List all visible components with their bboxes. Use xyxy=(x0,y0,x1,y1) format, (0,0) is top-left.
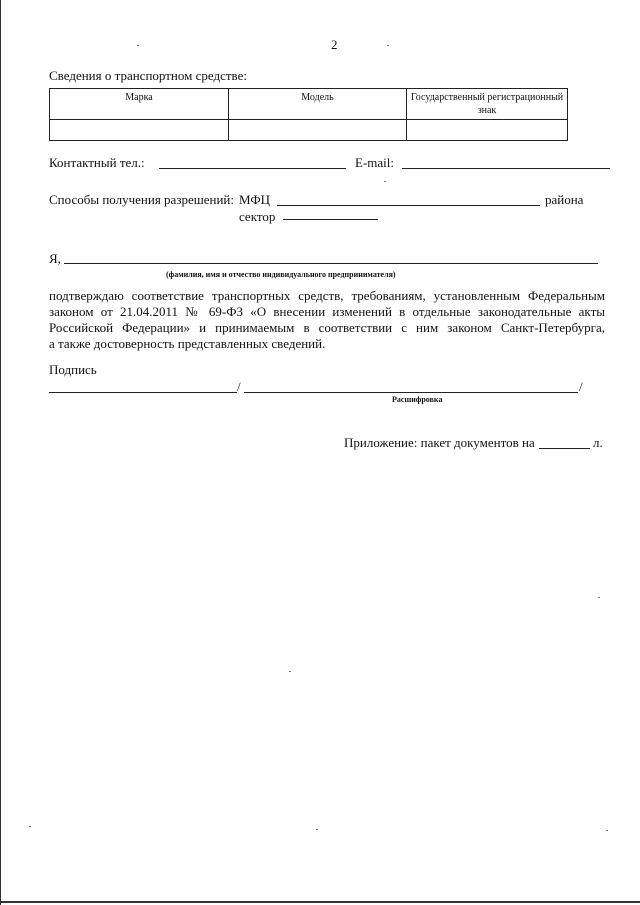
scan-speck xyxy=(598,597,600,598)
email-field-line[interactable] xyxy=(402,168,610,169)
vehicle-table-row xyxy=(50,120,568,141)
sector-field-line[interactable] xyxy=(283,219,378,220)
name-caption: (фамилия, имя и отчество индивидуального предпринимателя) xyxy=(166,270,396,279)
declarant-name-line[interactable] xyxy=(64,263,598,264)
column-model: Модель xyxy=(229,89,407,120)
phone-label: Контактный тел.: xyxy=(49,155,145,170)
attachment-text: Приложение: пакет документов на xyxy=(344,435,535,450)
scan-speck xyxy=(387,45,389,46)
mfc-label: МФЦ xyxy=(239,192,271,207)
registration-plate-cell[interactable] xyxy=(407,120,568,141)
statement-line: законом от 21.04.2011 № 69-ФЗ «О внесении изменений в отдельные законодательные акты xyxy=(49,304,605,319)
scan-speck xyxy=(137,45,139,46)
email-label: E-mail: xyxy=(355,155,394,170)
scan-left-edge xyxy=(0,0,1,905)
scan-speck xyxy=(606,830,608,831)
statement-line: а также достоверность представленных сведений. xyxy=(49,336,326,351)
phone-field-line[interactable] xyxy=(159,168,346,169)
statement-line: подтверждаю соответствие транспортных средств, требованиям, установленным Федеральным xyxy=(49,288,605,303)
page-number: 2 xyxy=(331,37,338,52)
signature-label: Подпись xyxy=(49,362,97,377)
permit-methods-label: Способы получения разрешений: xyxy=(49,192,234,207)
scan-speck xyxy=(29,826,31,827)
statement-line: Российской Федерации» и принимаемым в соответствии с ним законом Санкт-Петербурга, xyxy=(49,320,605,335)
attachment-suffix: л. xyxy=(593,435,603,450)
signature-decoding-line[interactable] xyxy=(244,392,578,393)
mfc-field-line[interactable] xyxy=(277,205,540,206)
vehicle-section-heading: Сведения о транспортном средстве: xyxy=(49,68,247,83)
confirmation-statement xyxy=(49,288,605,352)
signature-end-slash: / xyxy=(579,379,583,394)
sector-label: сектор xyxy=(239,209,276,224)
column-make: Марка xyxy=(50,89,229,120)
scan-speck xyxy=(384,181,386,182)
scan-speck xyxy=(289,671,291,672)
vehicle-table xyxy=(49,88,568,141)
vehicle-table-header xyxy=(50,89,568,120)
signature-line[interactable] xyxy=(49,392,237,393)
ya-label: Я, xyxy=(49,251,61,266)
attachment-pages-line[interactable] xyxy=(539,448,590,449)
make-cell[interactable] xyxy=(50,120,229,141)
decoding-caption: Расшифровка xyxy=(392,395,443,404)
signature-slash: / xyxy=(237,379,241,394)
model-cell[interactable] xyxy=(229,120,407,141)
scan-bottom-edge xyxy=(0,901,640,903)
district-suffix: района xyxy=(545,192,584,207)
column-registration-plate: Государственный регистрационный знак xyxy=(407,89,568,120)
scan-speck xyxy=(316,829,318,830)
